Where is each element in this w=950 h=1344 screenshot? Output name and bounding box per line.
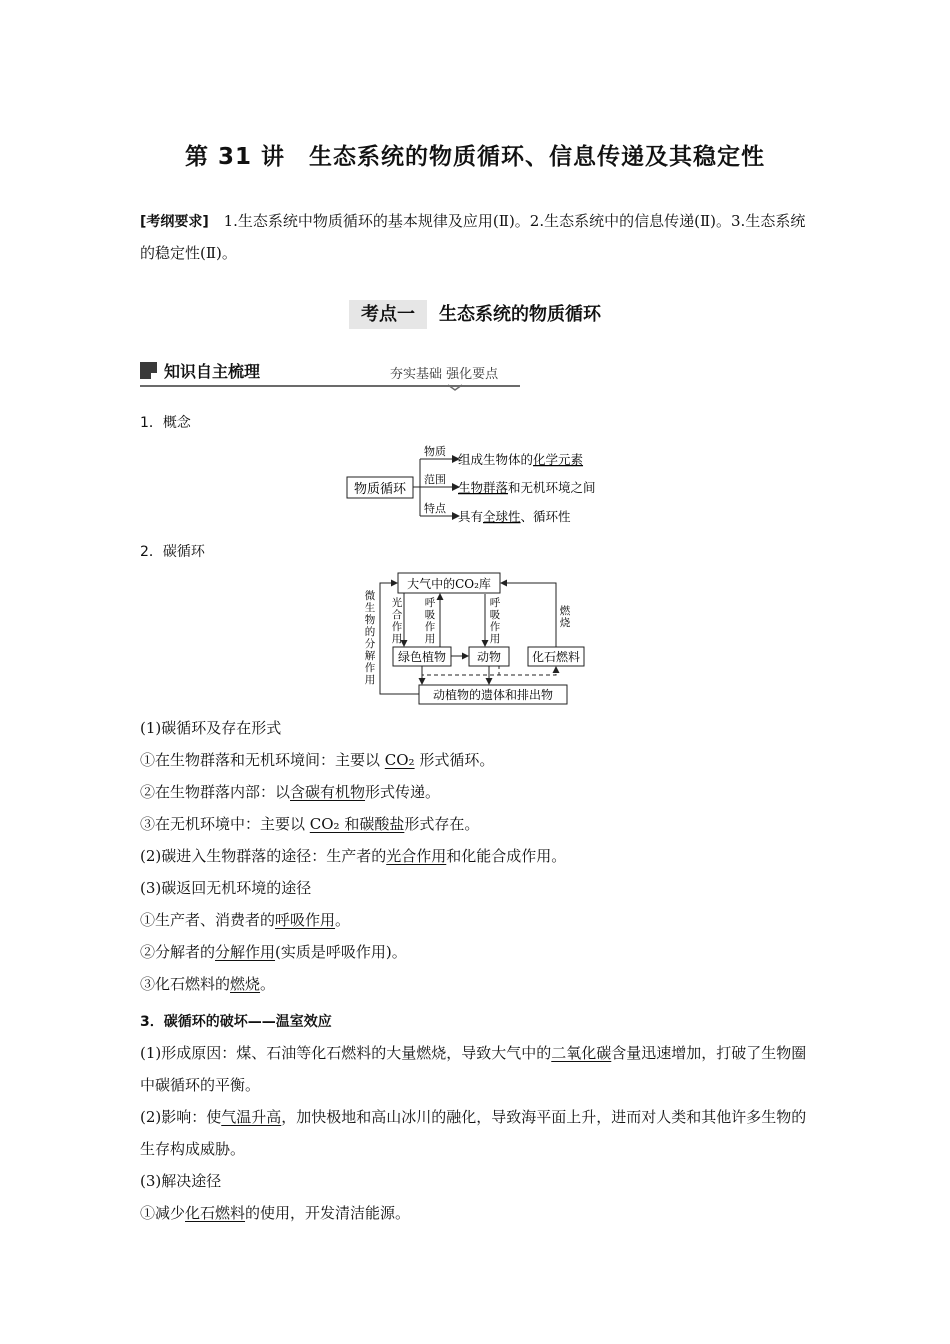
text-line: [140, 744, 820, 776]
underlined-answer: 分解作用: [215, 943, 276, 961]
kaodian-label: 考点一: [349, 300, 427, 329]
animals-label: 动物: [476, 650, 502, 664]
fossil-label: 化石燃料: [531, 650, 581, 664]
text-span: 。: [335, 911, 351, 929]
text-line: [140, 840, 820, 872]
text-span: 形式循环。: [414, 751, 495, 769]
text-span: ②在生物群落内部：以: [140, 783, 291, 801]
text-span: 的使用，开发清洁能源。: [245, 1204, 411, 1222]
text-span: (3)解决途径: [140, 1172, 222, 1190]
text-line: [140, 872, 820, 904]
text-span: (2)影响：使: [140, 1108, 222, 1126]
underlined-answer: 光合作用: [386, 847, 447, 865]
concept-branch-text: 生物群落和无机环境之间: [458, 480, 596, 495]
text-span: (1)形成原因：煤、石油等化石燃料的大量燃烧，导致大气中的: [140, 1044, 552, 1062]
page-title: 第 31 讲 生态系统的物质循环、信息传递及其稳定性: [184, 144, 766, 170]
underlined-answer: 气温升高: [221, 1108, 282, 1126]
text-line: [140, 712, 820, 744]
underlined-answer: CO₂ 和碳酸盐: [309, 815, 405, 833]
resp2-label: 呼吸作用: [489, 597, 501, 645]
resp1-label: 呼吸作用: [424, 597, 436, 645]
text-span: ①减少: [140, 1204, 186, 1222]
concept-branch-text: 具有全球性、循环性: [458, 509, 571, 524]
text-line: [140, 968, 820, 1000]
carbon-lines: [140, 712, 820, 1000]
underlined-answer: 化石燃料: [185, 1204, 246, 1222]
text-span: 。: [260, 975, 276, 993]
underlined-answer: 含碳有机物: [290, 783, 366, 801]
text-span: 形式存在。: [404, 815, 480, 833]
underlined-answer: CO₂: [384, 751, 415, 769]
text-line: [140, 904, 820, 936]
damage-heading: 3．碳循环的破坏——温室效应: [140, 1014, 332, 1030]
decomp-label: 微生物的分解作用: [364, 590, 376, 686]
text-span: ①生产者、消费者的: [140, 911, 276, 929]
carbon-heading: 2．碳循环: [140, 544, 205, 560]
text-line: [140, 1165, 820, 1197]
requirements-tag: [考纲要求]: [140, 214, 209, 230]
underlined-answer: 燃烧: [230, 975, 261, 993]
concept-branch-label: 特点: [424, 502, 446, 515]
photo-label: 光合作用: [391, 597, 403, 645]
text-span: 含量迅速增加，打破了生物圈中碳循环的平衡。: [140, 1044, 807, 1094]
concept-branch-label: 物质: [424, 445, 446, 458]
text-span: ①在生物群落和无机环境间：主要以: [140, 751, 385, 769]
text-span: (实质是呼吸作用)。: [275, 943, 407, 961]
text-span: (3)碳返回无机环境的途径: [140, 879, 312, 897]
text-line: [140, 808, 820, 840]
exam-requirements: [140, 206, 820, 269]
concept-center: 物质循环: [353, 482, 407, 497]
text-span: 形式传递。: [365, 783, 441, 801]
atm-label: 大气中的CO₂库: [407, 577, 491, 591]
damage-lines: [140, 1037, 820, 1229]
burn-label: 燃烧: [559, 605, 571, 629]
section-name: 知识自主梳理: [164, 362, 261, 381]
divider-notch-icon: [448, 381, 462, 391]
text-span: (2)碳进入生物群落的途径：生产者的: [140, 847, 387, 865]
underlined-answer: 二氧化碳: [551, 1044, 612, 1062]
plants-label: 绿色植物: [397, 650, 447, 664]
text-span: ③在无机环境中：主要以: [140, 815, 310, 833]
text-span: ②分解者的: [140, 943, 216, 961]
text-line: [140, 776, 820, 808]
text-span: ，加快极地和高山冰川的融化，导致海平面上升，进而对人类和其他许多生物的生存构成威胁。: [140, 1108, 807, 1158]
underlined-answer: 呼吸作用: [275, 911, 336, 929]
text-line: [140, 1197, 820, 1229]
remains-label: 动植物的遗体和排出物: [432, 688, 554, 702]
section-header: [140, 358, 525, 388]
section-subtitle: 夯实基础 强化要点: [390, 367, 499, 382]
requirements-text: 1.生态系统中物质循环的基本规律及应用(Ⅱ)。2.生态系统中的信息传递(Ⅱ)。3.生态系统的稳定性(Ⅱ)。: [140, 212, 806, 262]
kaodian-title: 生态系统的物质循环: [439, 304, 601, 325]
concept-heading: 1．概念: [140, 415, 191, 431]
kaodian-heading: [0, 300, 950, 326]
text-line: [140, 1037, 820, 1101]
concept-branch-text: 组成生物体的化学元素: [458, 452, 584, 467]
text-span: ③化石燃料的: [140, 975, 231, 993]
section-divider: [140, 385, 520, 387]
text-line: [140, 1101, 820, 1165]
concept-branch-label: 范围: [424, 473, 446, 486]
text-line: [140, 936, 820, 968]
carbon-cycle-diagram: [360, 566, 590, 708]
text-span: (1)碳循环及存在形式: [140, 719, 282, 737]
concept-diagram: [340, 440, 620, 532]
text-span: 和化能合成作用。: [446, 847, 567, 865]
